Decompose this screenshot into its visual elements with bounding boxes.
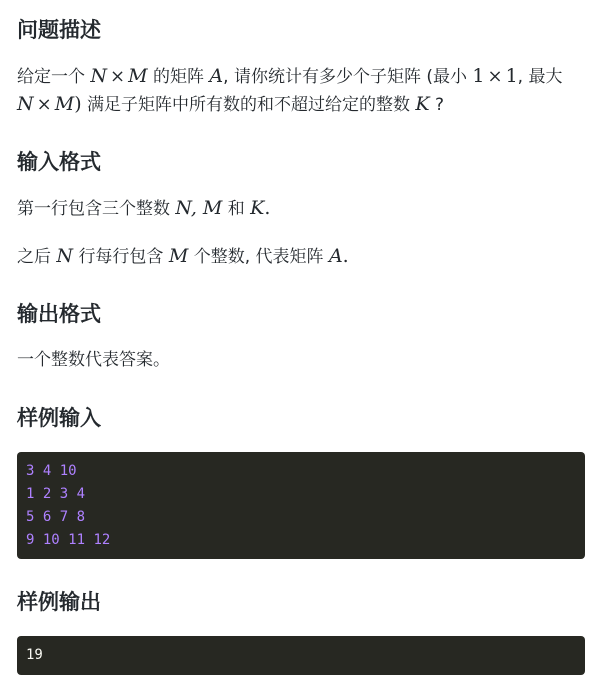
code-token: 1 (26, 486, 35, 502)
math-n-m: N, M (175, 197, 223, 219)
code-token (34, 463, 42, 479)
code-token: 8 (76, 509, 86, 525)
text-segment: . (342, 245, 349, 267)
code-line: 19 (26, 647, 43, 663)
code-line (26, 529, 585, 552)
sample-output-code-block[interactable] (17, 636, 585, 675)
code-token: 3 (26, 463, 35, 479)
code-token (51, 463, 59, 479)
text-segment: ? (435, 95, 445, 115)
text-segment: , 最大 (517, 67, 563, 87)
text-segment: 之后 (17, 247, 51, 267)
code-token: 11 (68, 532, 86, 548)
code-line (26, 483, 585, 506)
math-k: K (415, 93, 430, 115)
output-format-heading: 输出格式 (17, 302, 101, 326)
description-line-2 (17, 90, 444, 119)
text-segment: 个整数, 代表矩阵 (193, 247, 324, 267)
math-k: K (250, 197, 265, 219)
math-one: 1 (505, 65, 518, 87)
text-segment: 给定一个 (17, 67, 85, 87)
code-token (68, 486, 76, 502)
code-token: 7 (59, 509, 69, 525)
code-token: 3 (59, 486, 69, 502)
math-times: × (110, 66, 126, 87)
code-line (26, 506, 585, 529)
math-n: N (17, 93, 34, 115)
sample-input-heading: 样例输入 (17, 406, 101, 430)
input-format-heading: 输入格式 (17, 150, 101, 174)
code-token: 4 (76, 486, 86, 502)
math-one: 1 (472, 65, 485, 87)
text-segment: 第一行包含三个整数 (17, 199, 170, 219)
sample-input-code-block[interactable] (17, 452, 585, 559)
code-token: 4 (42, 463, 52, 479)
description-heading: 问题描述 (17, 18, 101, 42)
code-token (34, 509, 42, 525)
math-a: A (328, 245, 343, 267)
text-segment: 行每行包含 (78, 247, 164, 267)
code-token: 2 (42, 486, 52, 502)
math-paren: ) (74, 93, 82, 115)
description-line-1 (17, 62, 562, 91)
code-token: 10 (42, 532, 60, 548)
code-token (51, 509, 59, 525)
text-segment: . (264, 197, 271, 219)
code-token (60, 532, 68, 548)
math-a: A (209, 65, 224, 87)
text-segment: 满足子矩阵中所有数的和不超过给定的整数 (87, 95, 411, 115)
code-token: 9 (26, 532, 35, 548)
text-segment: 的矩阵 (153, 67, 204, 87)
math-n: N (56, 245, 74, 267)
math-m: M (168, 245, 189, 267)
code-line (26, 460, 585, 483)
code-token (34, 486, 42, 502)
sample-output-heading: 样例输出 (17, 590, 101, 614)
code-token (34, 532, 42, 548)
math-times: × (36, 94, 52, 115)
code-token: 6 (42, 509, 52, 525)
code-token: 12 (93, 532, 111, 548)
math-m: M (54, 93, 75, 115)
input-format-line-1 (17, 194, 270, 223)
code-token: 10 (59, 463, 77, 479)
text-segment: , 请你统计有多少个子矩阵 (最小 (223, 67, 467, 87)
output-format-text: 一个整数代表答案。 (17, 350, 170, 370)
code-token (68, 509, 76, 525)
math-n: N (90, 65, 108, 87)
code-token (51, 486, 59, 502)
input-format-line-2 (17, 242, 349, 271)
code-token: 5 (26, 509, 35, 525)
math-times: × (487, 66, 503, 87)
text-segment: 和 (227, 199, 245, 219)
math-m: M (128, 65, 148, 87)
